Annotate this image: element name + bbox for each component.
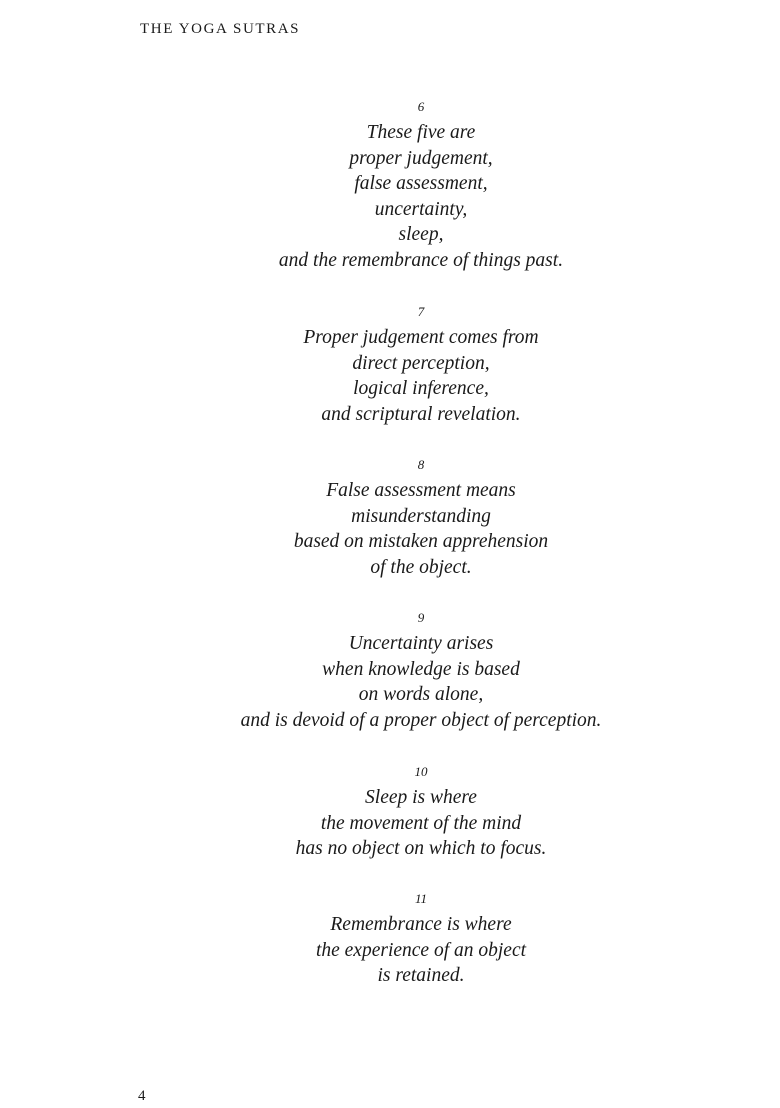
sutra-line: and scriptural revelation. [321, 403, 521, 425]
sutra-number: 7 [417, 304, 425, 319]
sutra-number: 8 [417, 457, 425, 472]
sutra-line: Sleep is where [365, 787, 477, 808]
sutra-line: These five are [366, 122, 476, 143]
sutra-line: Proper judgement comes from [303, 327, 539, 348]
sutra-line: direct perception, [352, 352, 490, 374]
sutra-line: on words alone, [358, 684, 484, 706]
sutra-line: False assessment means [326, 480, 516, 501]
sutra-line: sleep, [398, 224, 444, 246]
sutra-line: when knowledge is based [322, 658, 520, 680]
sutra-8 [0, 456, 780, 580]
sutra-line: and the remembrance of things past. [278, 249, 564, 271]
sutra-6 [0, 98, 780, 274]
sutra-line: logical inference, [353, 378, 489, 400]
sutra-line: Uncertainty arises [348, 633, 494, 654]
sutra-line: based on mistaken apprehension [293, 531, 549, 553]
page-number: 4 [138, 1088, 146, 1104]
sutra-9 [0, 609, 780, 733]
sutra-line: and is devoid of a proper object of perception. [240, 709, 602, 731]
sutra-line: proper judgement, [349, 147, 493, 169]
sutra-line: of the object. [370, 556, 472, 578]
sutra-line: uncertainty, [374, 198, 468, 220]
sutra-number: 11 [414, 891, 428, 906]
sutra-7 [0, 303, 780, 427]
sutra-line: is retained. [377, 965, 465, 987]
sutra-line: false assessment, [354, 173, 488, 195]
sutra-line: has no object on which to focus. [295, 838, 547, 860]
sutra-line: the experience of an object [315, 939, 527, 961]
sutra-number: 6 [417, 99, 425, 114]
sutra-line: Remembrance is where [330, 914, 512, 935]
sutra-line: misunderstanding [351, 505, 491, 527]
sutra-10 [0, 763, 780, 862]
running-header: THE YOGA SUTRAS [140, 21, 301, 37]
sutra-number: 10 [414, 764, 428, 779]
sutra-number: 9 [417, 610, 425, 625]
sutra-line: the movement of the mind [320, 812, 522, 834]
sutra-11 [0, 890, 780, 989]
